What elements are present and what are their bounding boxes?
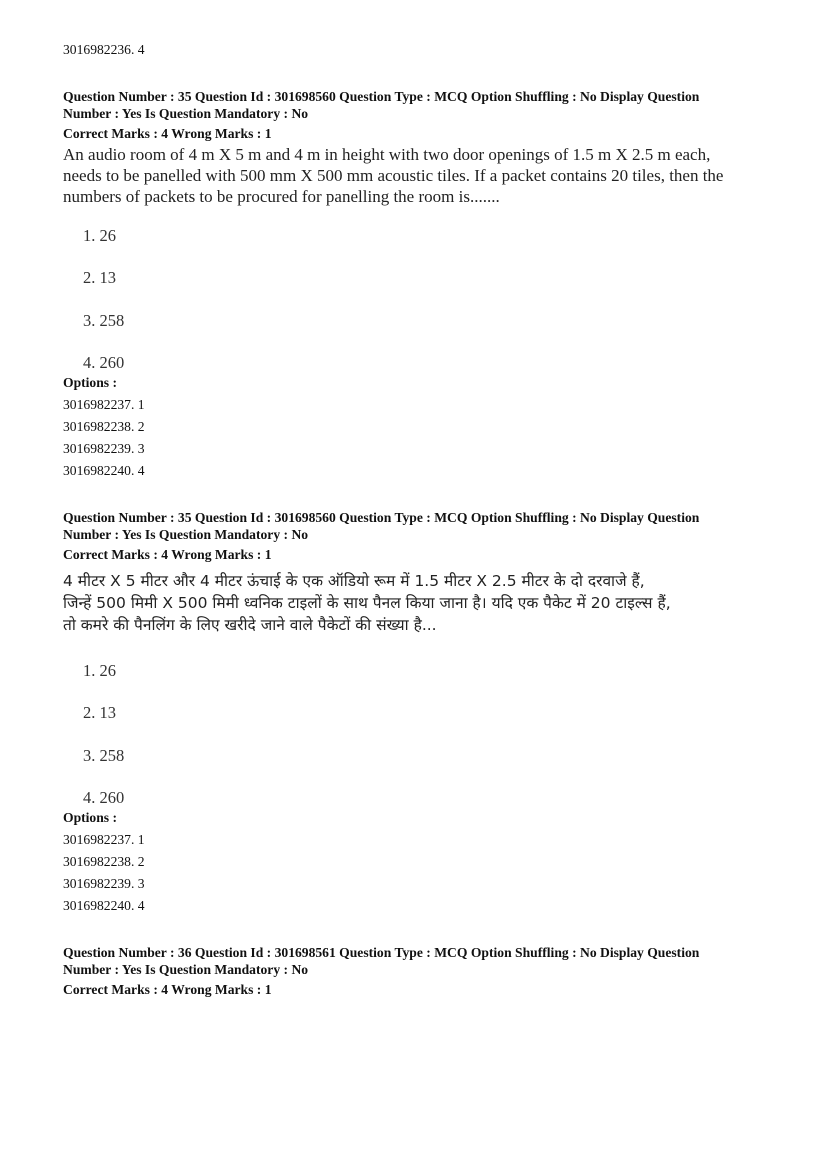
- question-text-line: An audio room of 4 m X 5 m and 4 m in height with two door openings of 1.5 m X 2.5 m each,: [63, 145, 711, 164]
- question-meta-line-2: Number : Yes Is Question Mandatory : No: [63, 962, 309, 977]
- question-meta-line-2: Number : Yes Is Question Mandatory : No: [63, 527, 309, 542]
- question-text: [63, 570, 793, 636]
- previous-option-id: 3016982236. 4: [63, 42, 145, 57]
- question-marks: Correct Marks : 4 Wrong Marks : 1: [63, 547, 272, 562]
- option-id: 3016982238. 2: [63, 419, 145, 434]
- question-meta-line-2: Number : Yes Is Question Mandatory : No: [63, 106, 309, 121]
- answer-choice: 1. 26: [83, 661, 116, 680]
- question-text-line: 4 मीटर X 5 मीटर और 4 मीटर ऊंचाई के एक ऑडियो रूम में 1.5 मीटर X 2.5 मीटर के दो दरवाजे हैं,: [63, 572, 645, 590]
- option-id: 3016982240. 4: [63, 898, 145, 913]
- option-id: 3016982239. 3: [63, 876, 145, 891]
- question-marks: Correct Marks : 4 Wrong Marks : 1: [63, 982, 272, 997]
- options-label: Options :: [63, 810, 118, 825]
- answer-choice: 4. 260: [83, 353, 125, 372]
- options-label: Options :: [63, 375, 118, 390]
- answer-choice: 3. 258: [83, 746, 125, 765]
- option-id: 3016982238. 2: [63, 854, 145, 869]
- answer-choice: 1. 26: [83, 226, 116, 245]
- option-id: 3016982237. 1: [63, 397, 145, 412]
- question-text-line: जिन्हें 500 मिमी X 500 मिमी ध्वनिक टाइलों के साथ पैनल किया जाना है। यदि एक पैकेट में 20 टाइल्स हैं,: [63, 594, 671, 612]
- option-id: 3016982237. 1: [63, 832, 145, 847]
- answer-choice: 4. 260: [83, 788, 125, 807]
- question-meta-line-1: Question Number : 35 Question Id : 301698560 Question Type : MCQ Option Shuffling : No Display Question: [63, 89, 700, 104]
- answer-choice: 2. 13: [83, 268, 116, 287]
- question-text-line: तो कमरे की पैनलिंग के लिए खरीदे जाने वाले पैकेटों की संख्या है...: [63, 616, 437, 634]
- question-text-line: numbers of packets to be procured for panelling the room is.......: [63, 187, 500, 206]
- option-id: 3016982240. 4: [63, 463, 145, 478]
- question-marks: Correct Marks : 4 Wrong Marks : 1: [63, 126, 272, 141]
- question-text-line: needs to be panelled with 500 mm X 500 mm acoustic tiles. If a packet contains 20 tiles, then the: [63, 166, 724, 185]
- answer-choice: 3. 258: [83, 311, 125, 330]
- question-meta-line-1: Question Number : 36 Question Id : 301698561 Question Type : MCQ Option Shuffling : No Display Question: [63, 945, 700, 960]
- question-meta-line-1: Question Number : 35 Question Id : 301698560 Question Type : MCQ Option Shuffling : No Display Question: [63, 510, 700, 525]
- answer-choice: 2. 13: [83, 703, 116, 722]
- question-text: [63, 144, 793, 207]
- option-id: 3016982239. 3: [63, 441, 145, 456]
